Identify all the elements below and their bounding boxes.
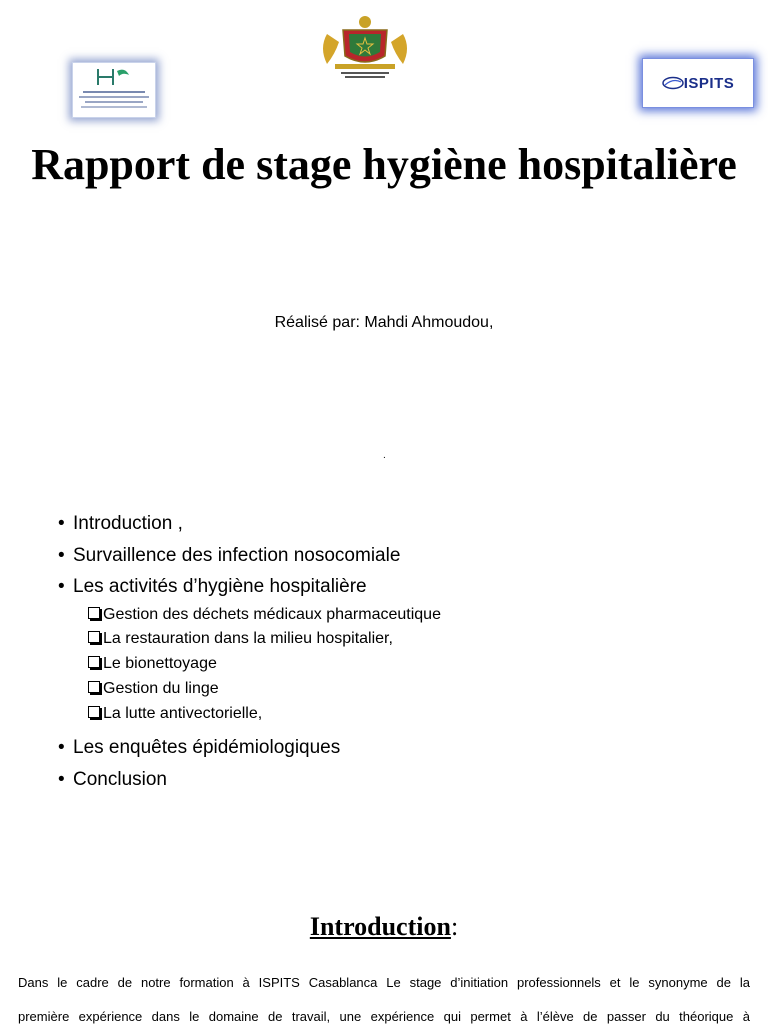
toc-item-label: Introduction ,: [73, 513, 183, 534]
toc-item-label: Les enquêtes épidémiologiques: [73, 737, 341, 759]
checkbox-bullet-icon: [88, 706, 100, 718]
ministry-logo: [72, 62, 156, 118]
checkbox-bullet-icon: [88, 681, 100, 693]
ministry-logo-icon: [73, 63, 155, 117]
toc-subitem: [88, 652, 441, 677]
toc-item: • Les activités d’hygiène hospitalière Gestion des déchets médicaux pharmaceutique La restauration dans la milieu hospitalier, Le bionettoyage Gestion du linge La lutte antivectorielle,: [58, 571, 441, 726]
toc-subitem-label: Gestion des déchets médicaux pharmaceutique: [103, 605, 441, 623]
toc-subitem-label: La lutte antivectorielle,: [103, 704, 263, 722]
document-title: Rapport de stage hygiène hospitalière: [31, 140, 737, 189]
toc-subitem-label: Le bionettoyage: [103, 655, 217, 673]
royal-emblem: [305, 14, 425, 82]
toc-subitem: [88, 702, 441, 727]
introduction-heading-text: Introduction: [309, 912, 451, 941]
toc-subitem-label: La restauration dans la milieu hospitalier,: [103, 630, 393, 648]
royal-emblem-icon: [305, 14, 425, 82]
introduction-line: première expérience dans le domaine de travail, une expérience qui permet à l’élève de passer du théorique à: [18, 1009, 750, 1024]
ispits-swoosh-icon: [662, 76, 684, 90]
checkbox-bullet-icon: [88, 607, 100, 619]
toc-item: • Introduction ,: [58, 513, 183, 534]
introduction-heading-colon: :: [450, 912, 459, 941]
ispits-logo-text: ISPITS: [683, 74, 735, 92]
toc-subitem: [88, 627, 441, 652]
toc-subitem-label: Gestion du linge: [103, 679, 219, 697]
toc-item: • Survaillence des infection nosocomiale: [58, 544, 401, 566]
separator-dot: .: [383, 450, 386, 461]
toc-subitem: [88, 677, 441, 702]
checkbox-bullet-icon: [88, 656, 100, 668]
toc-item: • Les enquêtes épidémiologiques: [58, 737, 341, 759]
toc-sublist: [88, 603, 441, 727]
introduction-line: Dans le cadre de notre formation à ISPITS Casablanca Le stage d’initiation professionnels et le synonyme de la: [18, 975, 750, 990]
toc-subitem: [88, 603, 441, 628]
author-line: Réalisé par: Mahdi Ahmoudou,: [274, 314, 494, 331]
toc-item-label: Les activités d’hygiène hospitalière: [73, 576, 367, 597]
ispits-logo: [642, 58, 754, 108]
introduction-heading: [0, 912, 768, 942]
toc-item-label: Conclusion: [73, 768, 167, 790]
toc-item: • Conclusion: [58, 768, 167, 790]
toc-item-label: Survaillence des infection nosocomiale: [73, 544, 401, 566]
table-of-contents: [58, 508, 441, 795]
checkbox-bullet-icon: [88, 631, 100, 643]
